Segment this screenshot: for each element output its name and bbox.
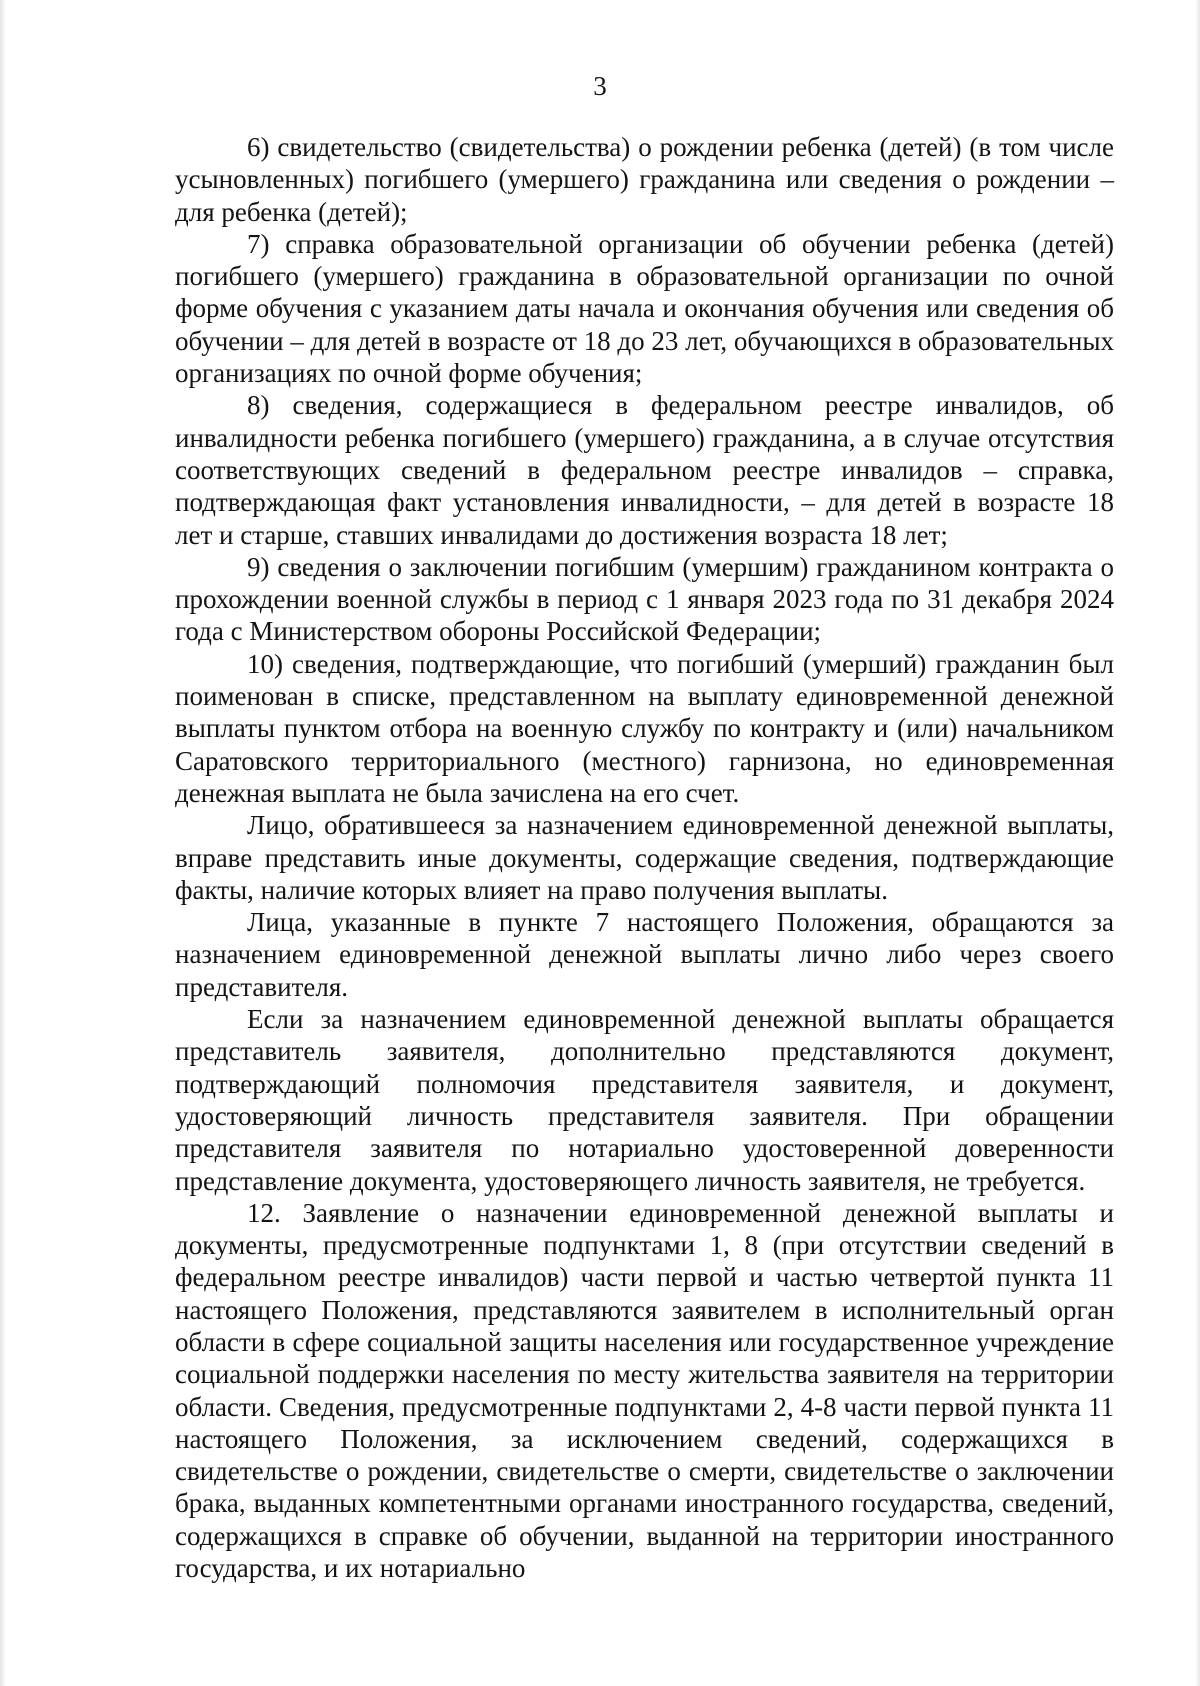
paragraph-other-documents: Лицо, обратившееся за назначением единовременной денежной выплаты, вправе представить иные документы, содержащие сведения, подтверждающие факты, наличие которых влияет на право получения выплаты. xyxy=(175,810,1114,905)
scan-edge-left xyxy=(0,0,6,1686)
scan-edge-right xyxy=(1195,0,1200,1686)
paragraph-item-10: 10) сведения, подтверждающие, что погибший (умерший) гражданин был поименован в списке, представленном на выплату единовременной денежной выплаты пунктом отбора на военную службу по контракту и (или) начальником Саратовского территориального (местного) гарнизона, но единовременная денежная выплата не была зачислена на его счет. xyxy=(175,648,1114,808)
paragraph-section-12: 12. Заявление о назначении единовременной денежной выплаты и документы, предусмотренные подпунктами 1, 8 (при отсутствии сведений в федеральном реестре инвалидов) части первой и частью четвертой пункта 11 настоящего Положения, представляются заявителем в исполнительный орган области в сфере социальной защиты населения или государственное учреждение социальной поддержки населения по месту жительства заявителя на территории области. Сведения, предусмотренные подпунктами 2, 4-8 части первой пункта 11 настоящего Положения, за исключением сведений, содержащихся в свидетельстве о рождении, свидетельстве о смерти, свидетельстве о заключении брака, выданных компетентными органами иностранного государства, сведений, содержащихся в справке об обучении, выданной на территории иностранного государства, и их нотариально xyxy=(175,1197,1114,1584)
paragraph-item-8: 8) сведения, содержащиеся в федеральном реестре инвалидов, об инвалидности ребенка погибшего (умершего) гражданина, а в случае отсутствия соответствующих сведений в федеральном реестре инвалидов – справка, подтверждающая факт установления инвалидности, – для детей в возрасте 18 лет и старше, ставших инвалидами до достижения возраста 18 лет; xyxy=(175,390,1114,550)
document-body xyxy=(175,131,1114,1584)
paragraph-item-9: 9) сведения о заключении погибшим (умершим) гражданином контракта о прохождении военной службы в период с 1 января 2023 года по 31 декабря 2024 года с Министерством обороны Российской Федерации; xyxy=(175,551,1114,647)
paragraph-applicants: Лица, указанные в пункте 7 настоящего Положения, обращаются за назначением единовременной денежной выплаты лично либо через своего представителя. xyxy=(175,907,1114,1002)
page-number: 3 xyxy=(593,71,607,101)
paragraph-item-6: 6) свидетельство (свидетельства) о рождении ребенка (детей) (в том числе усыновленных) погибшего (умершего) гражданина или сведения о рождении – для ребенка (детей); xyxy=(175,132,1114,227)
paragraph-representative: Если за назначением единовременной денежной выплаты обращается представитель заявителя, дополнительно представляются документ, подтверждающий полномочия представителя заявителя, и документ, удостоверяющий личность представителя заявителя. При обращении представителя заявителя по нотариально удостоверенной доверенности представление документа, удостоверяющего личность заявителя, не требуется. xyxy=(175,1004,1114,1196)
paragraph-item-7: 7) справка образовательной организации об обучении ребенка (детей) погибшего (умершего) гражданина в образовательной организации по очной форме обучения с указанием даты начала и окончания обучения или сведения об обучении – для детей в возрасте от 18 до 23 лет, обучающихся в образовательных организациях по очной форме обучения; xyxy=(175,228,1114,389)
